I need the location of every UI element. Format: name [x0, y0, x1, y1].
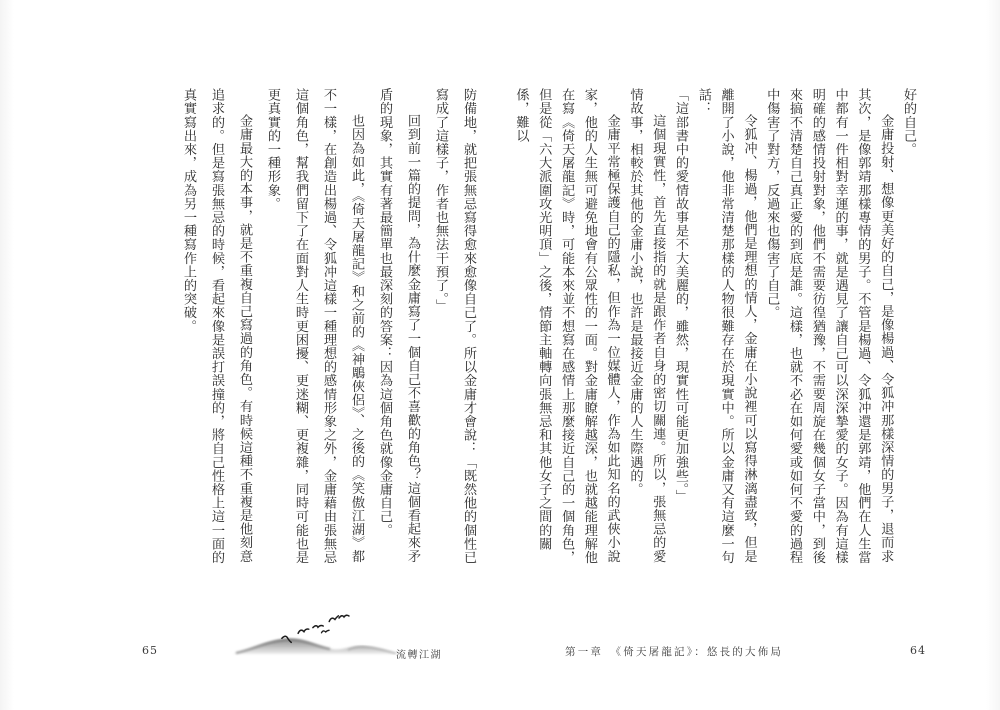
bird-icon	[321, 630, 329, 633]
paragraph: 「這部書中的愛情故事是不大美麗的，雖然，現實性可能更加強些。」	[673, 88, 689, 503]
right-page-text	[513, 88, 919, 564]
bird-icon	[313, 624, 323, 629]
paragraph: 回到前一篇的提問，為什麼金庸寫了一個自己不喜歡的角色？這個看起來矛盾的現象，其實有著最簡單也最深刻的答案：因為這個角色就像金庸自己。	[377, 88, 420, 564]
chapter-footer: 第一章 《倚天屠龍記》：悠長的大佈局	[565, 646, 784, 658]
bird-icon	[339, 615, 349, 618]
page-number-left: 65	[142, 644, 158, 657]
book-title-footer: 流轉江湖	[396, 650, 442, 661]
paragraph: 這個現實性，首先直接指的就是跟作者自身的密切關連。所以，張無忌的愛情故事，相較於其他的金庸小說，也許是最接近金庸的人生際遇的。	[627, 88, 666, 564]
paragraph: 防備地，就把張無忌寫得愈來愈像自己了。所以金庸才會說：「既然他的個性已寫成了這樣子，作者也無法干預了。」	[433, 88, 476, 564]
page-number-right: 64	[910, 644, 926, 657]
ink-painting-birds-hills-icon	[222, 598, 410, 662]
paragraph: 令狐冲、楊過，他們是理想的情人，金庸在小說裡可以寫得淋漓盡致，但是離開了小說，他非常清楚那樣的人物很難存在於現實中。所以金庸又有這麼一句話：	[695, 88, 757, 564]
bird-icon	[298, 629, 309, 633]
paragraph: 金庸投射、想像更美好的自己，是像楊過、令狐冲那樣深情的男子，退而求其次，是像郭靖那樣專情的男子。不管是楊過、令狐冲還是郭靖，他們在人生當中都有一件相對幸運的事，就是遇見了讓自己可以深深摯愛的女子。因為有這樣明確的感情投射對象，他們不需要彷徨猶豫，不需要周旋在幾個女子當中，到後來搞不清楚自己真正愛的到底是誰。這樣，也就不必在如何愛或如何不愛的過程中傷害了對方，反過來也傷害了自己。	[764, 88, 894, 564]
paragraph: 好的自己。	[901, 88, 916, 156]
flying-birds	[281, 615, 349, 642]
paragraph: 金庸平常極保護自己的隱私，但作為一位媒體人，作為如此知名的武俠小說家，他的人生無可避免地會有公眾性的一面。對金庸瞭解越深，也就越能理解他在寫《倚天屠龍記》時，可能本來並不想寫在感情上那麼接近自己的一個角色，但是從「六大派圍攻光明頂」之後，情節主軸轉向張無忌和其他女子之間的關係，難以	[513, 88, 620, 564]
paragraph: 金庸最大的本事，就是不重複自己寫過的角色。有時候這種不重複是他刻意追求的。但是寫張無忌的時候，看起來像是誤打誤撞的，將自己性格上這一面的真實寫出來，成為另一種寫作上的突破。	[181, 88, 252, 564]
paragraph: 也因為如此，《倚天屠龍記》和之前的《神鵰俠侶》、之後的《笑傲江湖》都不一樣，在創造出楊過、令狐冲這樣一種理想的感情形象之外，金庸藉由張無忌這個角色，幫我們留下了在面對人生時更困擾、更迷糊、更複雜，同時可能也是更真實的一種形象。	[265, 88, 364, 564]
bird-icon	[329, 616, 340, 622]
left-page-text	[174, 88, 482, 564]
